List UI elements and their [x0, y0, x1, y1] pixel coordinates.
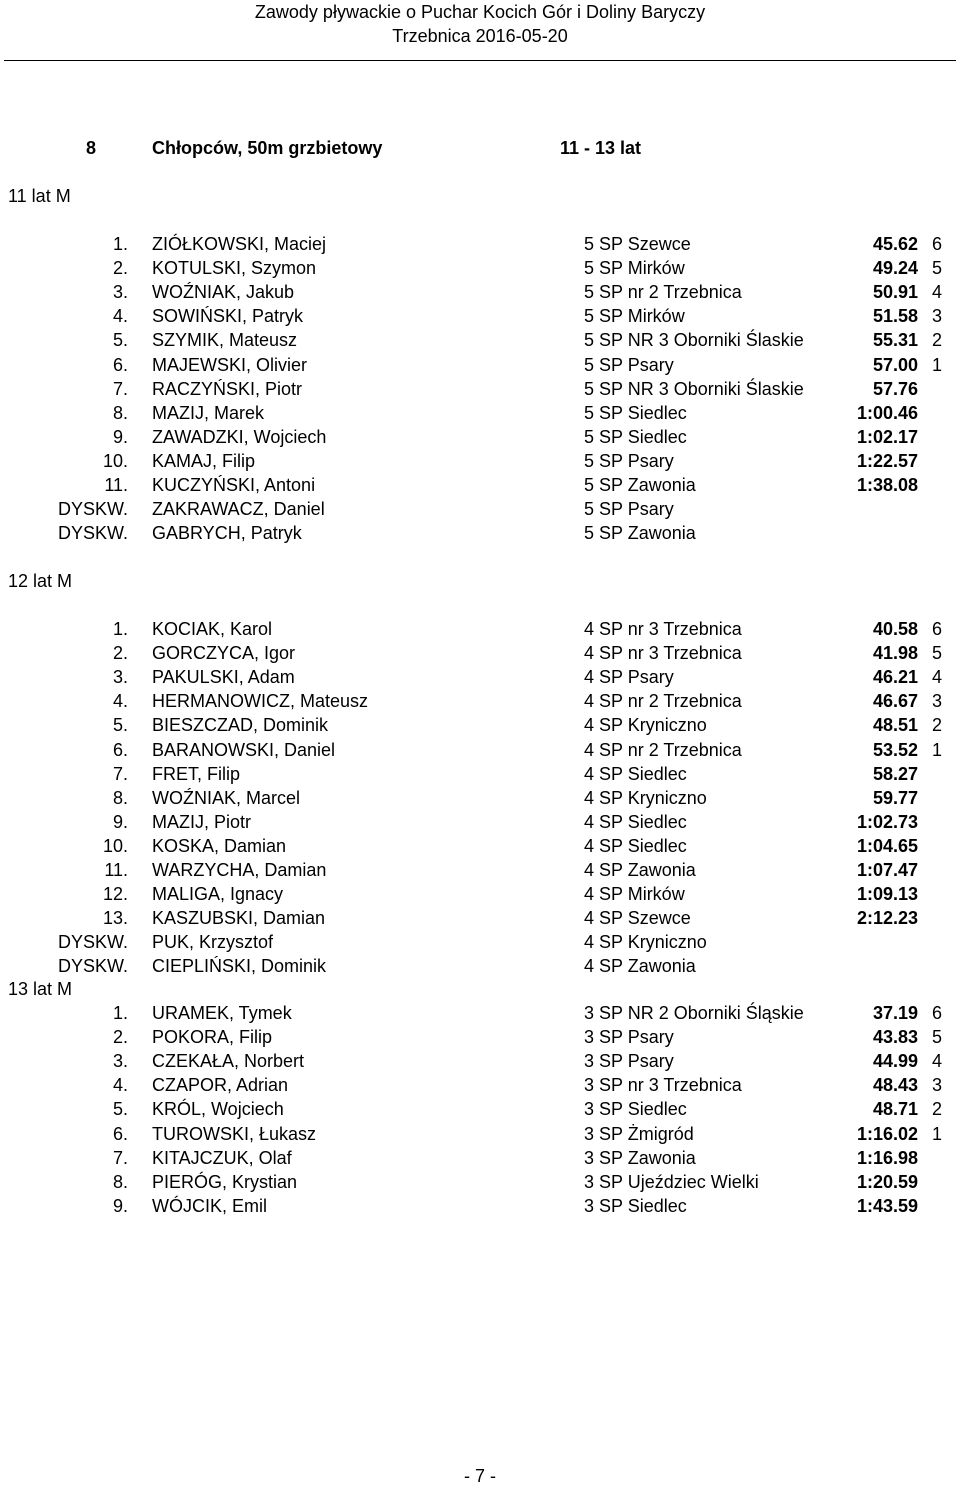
club-name: 3 SP Siedlec [584, 1099, 687, 1120]
result-place: 5. [112, 715, 128, 736]
result-row [0, 858, 960, 882]
result-row [0, 1025, 960, 1049]
result-time: 1:38.08 [856, 475, 918, 495]
result-time: 1:02.17 [856, 426, 918, 447]
result-place: 5. [112, 330, 128, 351]
result-time: 57.00 [872, 354, 918, 375]
result-place: 4. [112, 691, 128, 712]
event-age-range: 11 - 13 lat [560, 138, 642, 158]
result-row [0, 353, 960, 377]
result-time: 1:07.47 [856, 860, 918, 880]
result-row [0, 497, 960, 521]
result-place: 7. [112, 378, 128, 399]
result-points: 6 [932, 234, 943, 254]
result-place: 3. [112, 667, 128, 688]
result-place: 2. [112, 1027, 128, 1048]
result-time: 43.83 [872, 1027, 918, 1048]
result-place: DYSKW. [57, 932, 128, 953]
result-place: 11. [104, 860, 128, 880]
swimmer-name: PIERÓG, Krystian [152, 1171, 298, 1192]
result-time: 1:43.59 [856, 1195, 918, 1216]
swimmer-name: BARANOWSKI, Daniel [152, 739, 336, 760]
result-time: 1:09.13 [856, 884, 918, 905]
swimmer-name: ZAWADZKI, Wojciech [152, 426, 327, 447]
result-place: 6. [112, 354, 128, 375]
result-place: 2. [112, 258, 128, 279]
club-name: 4 SP nr 3 Trzebnica [584, 619, 742, 639]
result-row [0, 786, 960, 810]
result-place: 12. [102, 884, 128, 905]
result-time: 55.31 [872, 330, 918, 351]
result-row [0, 834, 960, 858]
club-name: 3 SP Zawonia [584, 1147, 696, 1168]
swimmer-name: URAMEK, Tymek [152, 1003, 292, 1023]
result-row [0, 689, 960, 713]
result-points: 6 [932, 619, 943, 639]
result-time: 46.67 [872, 691, 918, 712]
club-name: 4 SP Siedlec [584, 835, 687, 856]
age-group-label: 13 lat M [8, 979, 73, 999]
club-name: 3 SP Żmigród [584, 1123, 694, 1144]
result-time: 1:20.59 [856, 1171, 918, 1192]
competition-title: Zawody pływackie o Puchar Kocich Gór i Doliny Baryczy [254, 2, 706, 22]
club-name: 4 SP Siedlec [584, 763, 687, 784]
swimmer-name: KOSKA, Damian [152, 835, 287, 856]
result-points: 2 [932, 1099, 943, 1120]
result-row [0, 1049, 960, 1073]
result-place: 6. [112, 739, 128, 760]
result-row [0, 521, 960, 545]
result-time: 1:16.02 [856, 1123, 918, 1144]
result-row [0, 1194, 960, 1218]
result-place: 5. [112, 1099, 128, 1120]
result-row [0, 232, 960, 256]
result-place: 13. [102, 908, 128, 929]
page-number: - 7 - [463, 1466, 496, 1486]
result-time: 1:02.73 [856, 811, 918, 832]
result-points: 1 [932, 1123, 943, 1144]
result-time: 48.51 [872, 715, 918, 736]
club-name: 4 SP Zawonia [584, 860, 696, 880]
result-place: 8. [112, 787, 128, 808]
event-number: 8 [86, 138, 97, 158]
result-points: 3 [932, 691, 943, 712]
result-time: 41.98 [872, 643, 918, 664]
club-name: 4 SP Kryniczno [584, 932, 707, 953]
swimmer-name: KITAJCZUK, Olaf [152, 1147, 292, 1168]
swimmer-name: HERMANOWICZ, Mateusz [152, 691, 369, 712]
result-points: 5 [932, 1027, 943, 1048]
result-row [0, 304, 960, 328]
result-place: 9. [112, 426, 128, 447]
swimmer-name: WÓJCIK, Emil [152, 1195, 267, 1216]
result-points: 4 [932, 667, 943, 688]
age-group-label: 12 lat M [8, 571, 73, 591]
club-name: 4 SP Szewce [584, 908, 691, 929]
swimmer-name: CZEKAŁA, Norbert [152, 1051, 305, 1072]
result-time: 1:16.98 [856, 1147, 918, 1168]
swimmer-name: SOWIŃSKI, Patryk [152, 306, 304, 327]
swimmer-name: FRET, Filip [152, 763, 241, 784]
swimmer-name: TUROWSKI, Łukasz [152, 1123, 317, 1144]
result-row [0, 473, 960, 497]
result-time: 46.21 [872, 667, 918, 688]
result-time: 59.77 [872, 787, 918, 808]
result-time: 50.91 [872, 282, 918, 303]
result-points: 3 [932, 1075, 943, 1096]
result-points: 6 [932, 1003, 943, 1023]
club-name: 4 SP nr 3 Trzebnica [584, 643, 742, 664]
result-row [0, 713, 960, 737]
swimmer-name: ZAKRAWACZ, Daniel [152, 499, 325, 520]
result-points: 5 [932, 643, 943, 664]
swimmer-name: RACZYŃSKI, Piotr [152, 378, 303, 399]
swimmer-name: MAZIJ, Piotr [152, 811, 252, 832]
club-name: 5 SP Siedlec [584, 402, 687, 423]
result-place: 7. [112, 763, 128, 784]
result-time: 1:00.46 [856, 402, 918, 423]
swimmer-name: KUCZYŃSKI, Antoni [152, 475, 316, 495]
result-row [0, 425, 960, 449]
club-name: 4 SP Kryniczno [584, 787, 707, 808]
club-name: 3 SP Ujeździec Wielki [584, 1171, 759, 1192]
result-time: 1:04.65 [856, 835, 918, 856]
result-time: 37.19 [872, 1003, 918, 1023]
result-place: DYSKW. [57, 499, 128, 520]
result-row [0, 328, 960, 352]
result-time: 1:22.57 [856, 450, 918, 471]
competition-place-date: Trzebnica 2016-05-20 [392, 26, 568, 46]
result-row [0, 1097, 960, 1121]
result-points: 4 [932, 282, 943, 303]
swimmer-name: MAJEWSKI, Olivier [152, 354, 308, 375]
club-name: 3 SP nr 3 Trzebnica [584, 1075, 742, 1096]
club-name: 5 SP Zawonia [584, 523, 696, 544]
result-row [0, 1170, 960, 1194]
result-time: 53.52 [872, 739, 918, 760]
result-place: 2. [112, 643, 128, 664]
club-name: 4 SP Siedlec [584, 811, 687, 832]
result-time: 48.43 [872, 1075, 918, 1096]
result-time: 58.27 [872, 763, 918, 784]
result-place: 8. [112, 402, 128, 423]
result-points: 4 [932, 1051, 943, 1072]
club-name: 5 SP nr 2 Trzebnica [584, 282, 742, 303]
result-row [0, 401, 960, 425]
header-divider [4, 60, 956, 61]
swimmer-name: KASZUBSKI, Damian [152, 908, 326, 929]
swimmer-name: GABRYCH, Patryk [152, 523, 302, 544]
result-place: 9. [112, 811, 128, 832]
result-time: 40.58 [872, 619, 918, 639]
result-place: 3. [112, 282, 128, 303]
club-name: 5 SP NR 3 Oborniki Ślaskie [584, 330, 804, 351]
result-time: 57.76 [872, 378, 918, 399]
result-time: 2:12.23 [856, 908, 918, 929]
result-row [0, 665, 960, 689]
swimmer-name: PUK, Krzysztof [152, 932, 274, 953]
result-row [0, 882, 960, 906]
result-place: 1. [112, 234, 128, 254]
swimmer-name: PAKULSKI, Adam [152, 667, 295, 688]
result-row [0, 256, 960, 280]
club-name: 3 SP NR 2 Oborniki Śląskie [584, 1003, 804, 1023]
result-row [0, 906, 960, 930]
swimmer-name: GORCZYCA, Igor [152, 643, 296, 664]
club-name: 5 SP Mirków [584, 258, 685, 279]
result-row [0, 930, 960, 954]
result-time: 44.99 [872, 1051, 918, 1072]
result-row [0, 1001, 960, 1025]
result-place: 4. [112, 1075, 128, 1096]
swimmer-name: MAZIJ, Marek [152, 402, 265, 423]
club-name: 5 SP Psary [584, 499, 674, 520]
result-row [0, 810, 960, 834]
result-place: 3. [112, 1051, 128, 1072]
result-place: 6. [112, 1123, 128, 1144]
club-name: 4 SP Kryniczno [584, 715, 707, 736]
result-row [0, 280, 960, 304]
result-place: 11. [104, 475, 128, 495]
club-name: 3 SP Psary [584, 1027, 674, 1048]
result-row [0, 617, 960, 641]
result-place: 8. [112, 1171, 128, 1192]
result-row [0, 641, 960, 665]
result-place: 1. [112, 1003, 128, 1023]
result-place: 1. [112, 619, 128, 639]
club-name: 5 SP NR 3 Oborniki Ślaskie [584, 378, 804, 399]
result-row [0, 954, 960, 978]
swimmer-name: CZAPOR, Adrian [152, 1075, 289, 1096]
result-row [0, 1073, 960, 1097]
club-name: 5 SP Mirków [584, 306, 685, 327]
result-time: 49.24 [872, 258, 918, 279]
result-time: 48.71 [872, 1099, 918, 1120]
result-row [0, 1122, 960, 1146]
result-points: 1 [932, 354, 943, 375]
club-name: 3 SP Siedlec [584, 1195, 687, 1216]
swimmer-name: SZYMIK, Mateusz [152, 330, 298, 351]
result-place: 4. [112, 306, 128, 327]
club-name: 4 SP Psary [584, 667, 674, 688]
club-name: 5 SP Siedlec [584, 426, 687, 447]
club-name: 4 SP nr 2 Trzebnica [584, 691, 742, 712]
result-place: DYSKW. [57, 523, 128, 544]
club-name: 3 SP Psary [584, 1051, 674, 1072]
result-row [0, 1146, 960, 1170]
result-time: 45.62 [872, 234, 918, 254]
result-place: DYSKW. [57, 956, 128, 977]
club-name: 5 SP Psary [584, 450, 674, 471]
result-row [0, 377, 960, 401]
swimmer-name: WOŹNIAK, Marcel [152, 787, 301, 808]
club-name: 4 SP nr 2 Trzebnica [584, 739, 742, 760]
event-name: Chłopców, 50m grzbietowy [152, 138, 383, 158]
club-name: 5 SP Psary [584, 354, 674, 375]
club-name: 5 SP Szewce [584, 234, 691, 254]
result-place: 7. [112, 1147, 128, 1168]
swimmer-name: KRÓL, Wojciech [152, 1099, 284, 1120]
swimmer-name: KOCIAK, Karol [152, 619, 273, 639]
result-row [0, 762, 960, 786]
age-group-label: 11 lat M [8, 186, 71, 206]
result-place: 9. [112, 1195, 128, 1216]
result-place: 10. [102, 835, 128, 856]
club-name: 5 SP Zawonia [584, 475, 696, 495]
result-points: 1 [932, 739, 943, 760]
result-points: 2 [932, 330, 943, 351]
club-name: 4 SP Zawonia [584, 956, 696, 977]
result-time: 51.58 [872, 306, 918, 327]
swimmer-name: KOTULSKI, Szymon [152, 258, 317, 279]
swimmer-name: POKORA, Filip [152, 1027, 273, 1048]
swimmer-name: MALIGA, Ignacy [152, 884, 284, 905]
result-points: 5 [932, 258, 943, 279]
result-row [0, 738, 960, 762]
result-points: 3 [932, 306, 943, 327]
swimmer-name: BIESZCZAD, Dominik [152, 715, 329, 736]
result-place: 10. [102, 450, 128, 471]
page-header [0, 0, 960, 48]
swimmer-name: ZIÓŁKOWSKI, Maciej [152, 234, 327, 254]
result-row [0, 449, 960, 473]
swimmer-name: KAMAJ, Filip [152, 450, 256, 471]
swimmer-name: WARZYCHA, Damian [152, 860, 327, 880]
swimmer-name: CIEPLIŃSKI, Dominik [152, 956, 327, 977]
swimmer-name: WOŹNIAK, Jakub [152, 282, 295, 303]
result-points: 2 [932, 715, 943, 736]
club-name: 4 SP Mirków [584, 884, 685, 905]
